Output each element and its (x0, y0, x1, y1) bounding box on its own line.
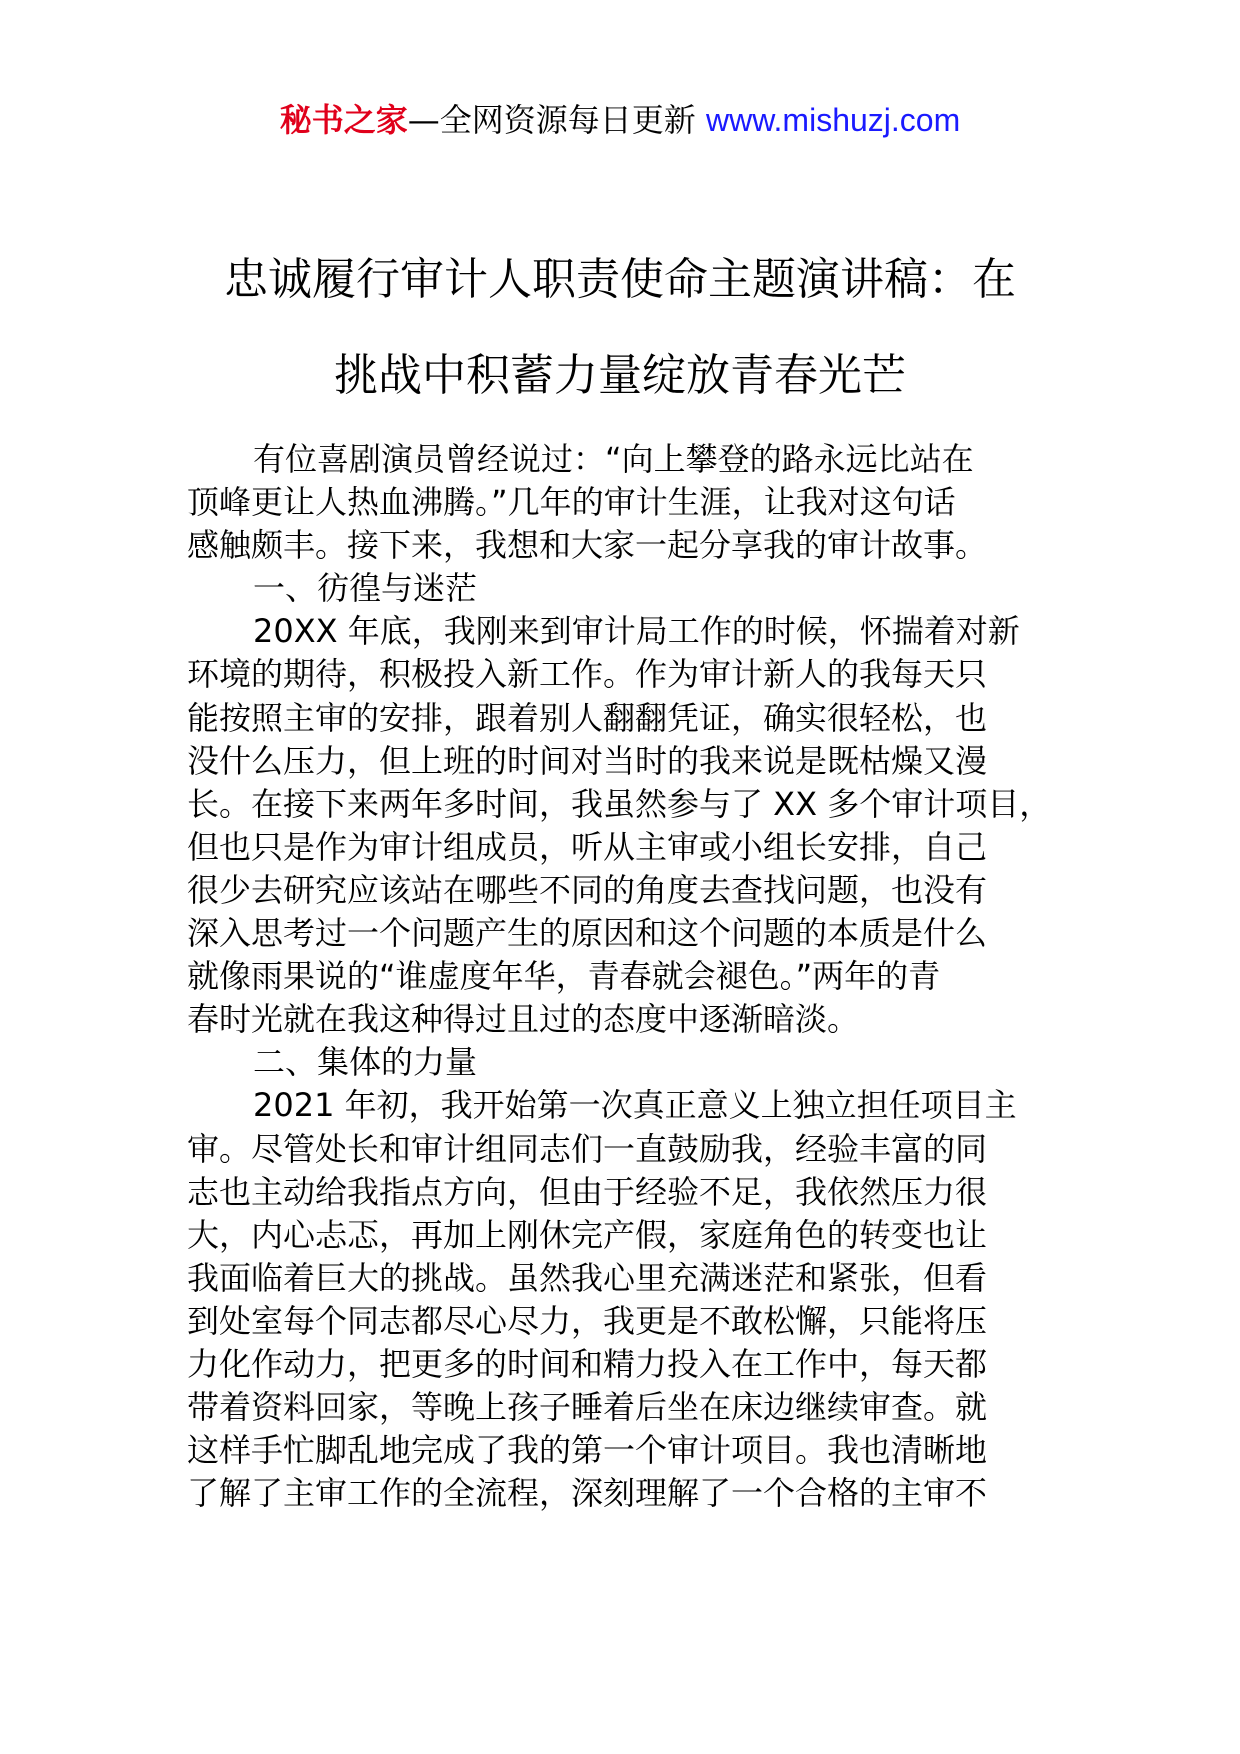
paragraph-line: 环境的期待，积极投入新工作。作为审计新人的我每天只 (187, 655, 988, 694)
paragraph-line: 带着资料回家，等晚上孩子睡着后坐在床边继续审查。就 (187, 1388, 988, 1427)
paragraph-line: 顶峰更让人热血沸腾。”几年的审计生涯，让我对这句话 (187, 483, 956, 522)
paragraph-line: 我面临着巨大的挑战。虽然我心里充满迷茫和紧张，但看 (187, 1258, 988, 1297)
title-line: 忠诚履行审计人职责使命主题演讲稿：在 (224, 254, 1016, 305)
paragraph-line: 志也主动给我指点方向，但由于经验不足，我依然压力很 (187, 1172, 988, 1211)
paragraph-line: 20XX 年底，我刚来到审计局工作的时候，怀揣着对新 (253, 612, 1020, 651)
paragraph-line: 审。尽管处长和审计组同志们一直鼓励我，经验丰富的同 (187, 1129, 988, 1168)
section-heading: 二、集体的力量 (253, 1043, 478, 1082)
paragraph-line: 没什么压力，但上班的时间对当时的我来说是既枯燥又漫 (187, 741, 988, 780)
paragraph-line: 2021 年初，我开始第一次真正意义上独立担任项目主 (253, 1086, 1017, 1125)
document-body (187, 438, 1059, 1515)
site-brand: 秘书之家 (279, 101, 408, 139)
paragraph-line: 有位喜剧演员曾经说过：“向上攀登的路永远比站在 (253, 440, 974, 478)
paragraph-line: 但也只是作为审计组成员，听从主审或小组长安排，自己 (187, 827, 988, 866)
paragraph-line: 这样手忙脚乱地完成了我的第一个审计项目。我也清晰地 (187, 1431, 988, 1470)
paragraph-line: 到处室每个同志都尽心尽力，我更是不敢松懈，只能将压 (187, 1301, 988, 1340)
site-slogan: —全网资源每日更新 (407, 101, 696, 139)
paragraph-line: 就像雨果说的“谁虚度年华，青春就会褪色。”两年的青 (187, 957, 941, 996)
paragraph-line: 力化作动力，把更多的时间和精力投入在工作中，每天都 (187, 1344, 988, 1383)
paragraph-line: 了解了主审工作的全流程，深刻理解了一个合格的主审不 (187, 1474, 988, 1513)
paragraph-line: 大，内心忐忑，再加上刚休完产假，家庭角色的转变也让 (187, 1215, 988, 1254)
title-line: 挑战中积蓄力量绽放青春光芒 (334, 350, 906, 401)
paragraph-line: 春时光就在我这种得过且过的态度中逐渐暗淡。 (187, 1000, 860, 1039)
paragraph-line: 能按照主审的安排，跟着别人翻翻凭证，确实很轻松，也 (187, 698, 988, 737)
section-heading: 一、彷徨与迷茫 (253, 569, 478, 608)
site-url-link[interactable]: www.mishuzj.com (705, 102, 961, 138)
paragraph-line: 感触颇丰。接下来，我想和大家一起分享我的审计故事。 (187, 526, 988, 565)
paragraph-line: 深入思考过一个问题产生的原因和这个问题的本质是什么 (187, 914, 988, 953)
site-header (0, 98, 1240, 142)
document-title (100, 232, 1140, 424)
paragraph-line: 长。在接下来两年多时间，我虽然参与了 XX 多个审计项目， (187, 784, 1052, 823)
paragraph-line: 很少去研究应该站在哪些不同的角度去查找问题，也没有 (187, 870, 988, 909)
